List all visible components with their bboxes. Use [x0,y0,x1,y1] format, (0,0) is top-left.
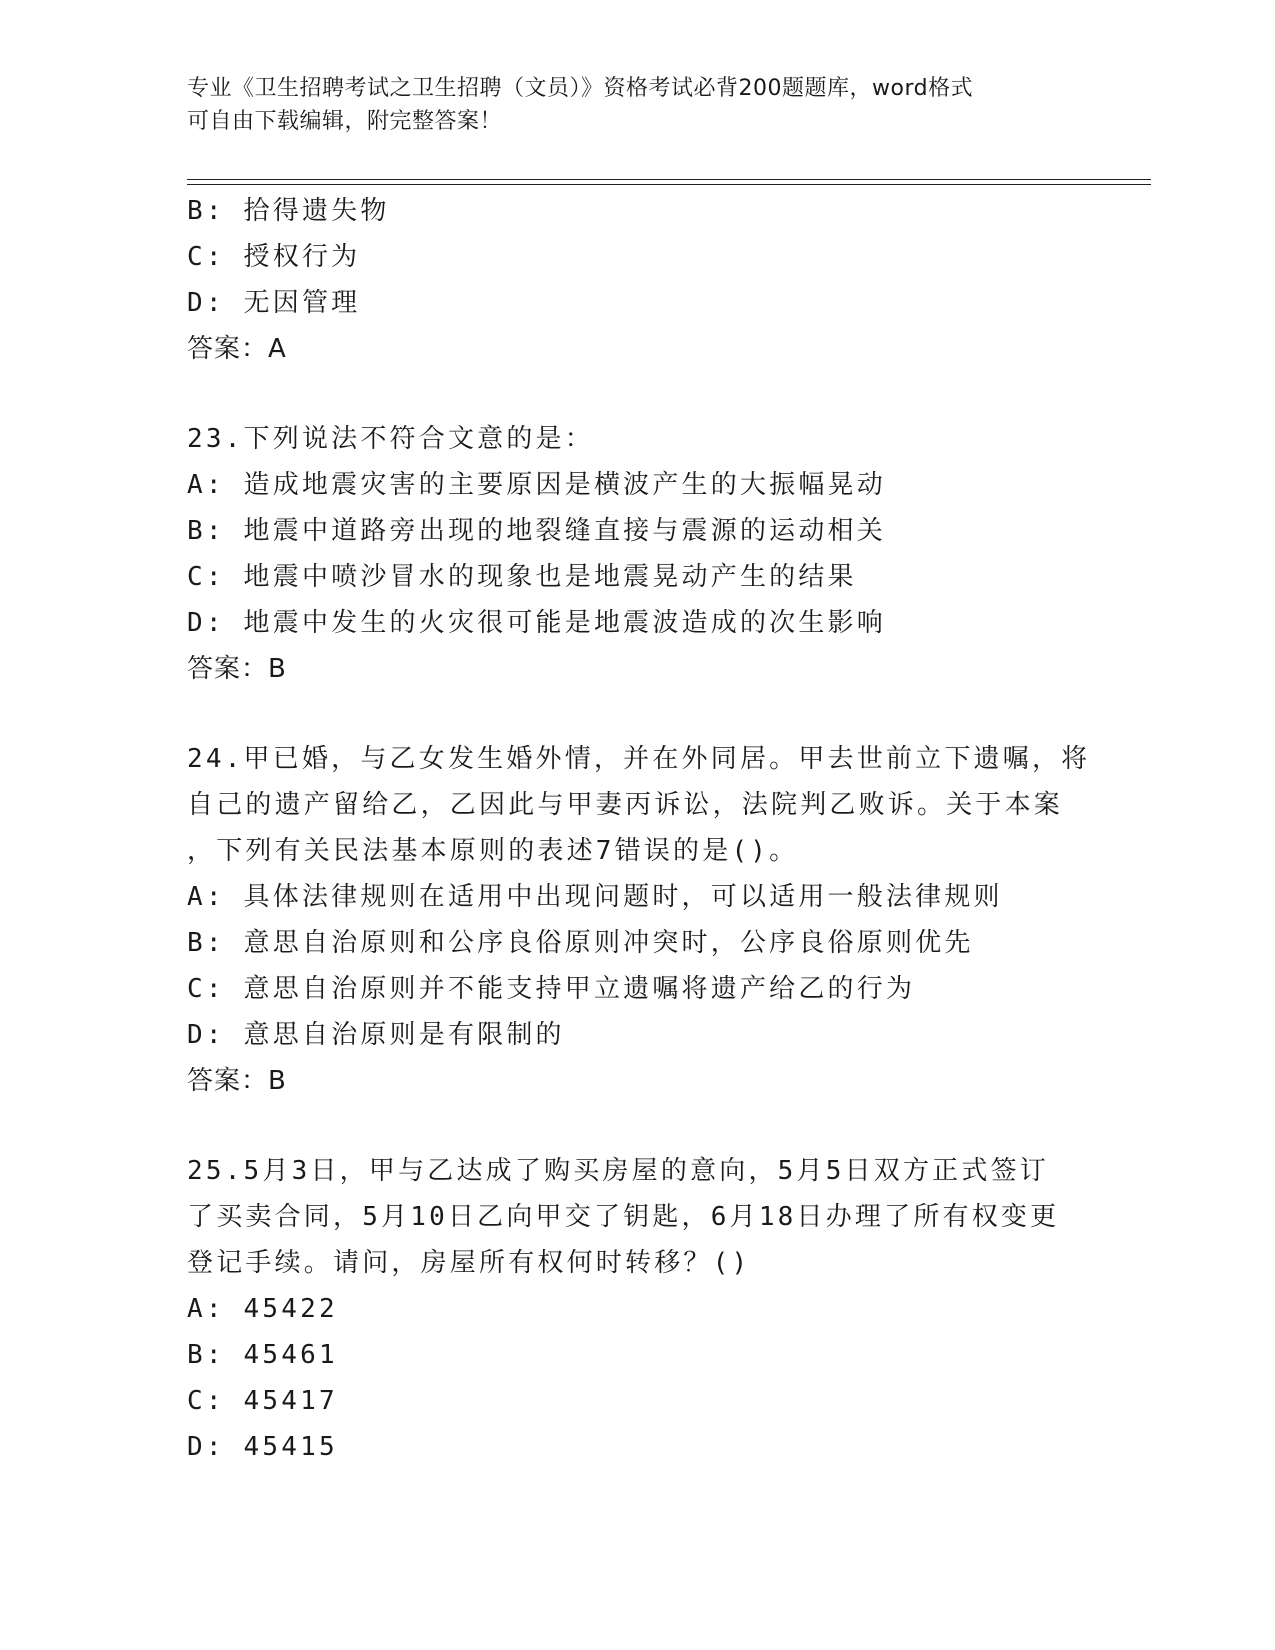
option-d: D: 无因管理 [187,288,361,318]
option-d: D: 45415 [187,1432,338,1462]
question-24 [187,736,1091,1104]
option-b: B: 45461 [187,1340,338,1370]
option-c: C: 45417 [187,1386,338,1416]
question-stem: 25.5月3日，甲与乙达成了购买房屋的意向，5月5日双方正式签订 [187,1156,1049,1186]
option-b: B: 地震中道路旁出现的地裂缝直接与震源的运动相关 [187,516,886,546]
option-b: B: 拾得遗失物 [187,196,390,226]
question-stem: 登记手续。请问，房屋所有权何时转移？() [187,1248,751,1278]
option-c: C: 授权行为 [187,242,361,272]
header-divider-top [187,179,1151,180]
option-c: C: 意思自治原则并不能支持甲立遗嘱将遗产给乙的行为 [187,974,916,1004]
question-25 [187,1148,1087,1470]
spacer [187,1104,1087,1148]
question-23 [187,416,1087,692]
question-22 [187,188,1087,372]
question-stem: 了买卖合同，5月10日乙向甲交了钥匙，6月18日办理了所有权变更 [187,1202,1060,1232]
option-a: A: 造成地震灾害的主要原因是横波产生的大振幅晃动 [187,470,886,500]
question-stem: ，下列有关民法基本原则的表述7错误的是()。 [187,836,799,866]
answer-label: 答案：B [187,1066,287,1096]
option-a: A: 具体法律规则在适用中出现问题时，可以适用一般法律规则 [187,882,1003,912]
answer-label: 答案：A [187,334,287,364]
question-stem: 自己的遗产留给乙，乙因此与甲妻丙诉讼，法院判乙败诉。关于本案 [187,790,1064,820]
header-line-2: 可自由下载编辑，附完整答案！ [187,109,503,134]
question-stem: 23.下列说法不符合文意的是： [187,424,594,454]
option-d: D: 意思自治原则是有限制的 [187,1020,565,1050]
document-body [187,188,1091,1470]
option-d: D: 地震中发生的火灾很可能是地震波造成的次生影响 [187,608,886,638]
spacer [187,372,1087,416]
question-stem: 24.甲已婚，与乙女发生婚外情，并在外同居。甲去世前立下遗嘱，将 [187,744,1091,774]
option-a: A: 45422 [187,1294,338,1324]
option-b: B: 意思自治原则和公序良俗原则冲突时，公序良俗原则优先 [187,928,974,958]
document-header [187,72,1067,138]
spacer [187,692,1087,736]
answer-label: 答案：B [187,654,287,684]
header-line-1: 专业《卫生招聘考试之卫生招聘（文员）》资格考试必背200题题库，word格式 [187,76,974,101]
header-divider-bottom [187,184,1151,185]
option-c: C: 地震中喷沙冒水的现象也是地震晃动产生的结果 [187,562,857,592]
